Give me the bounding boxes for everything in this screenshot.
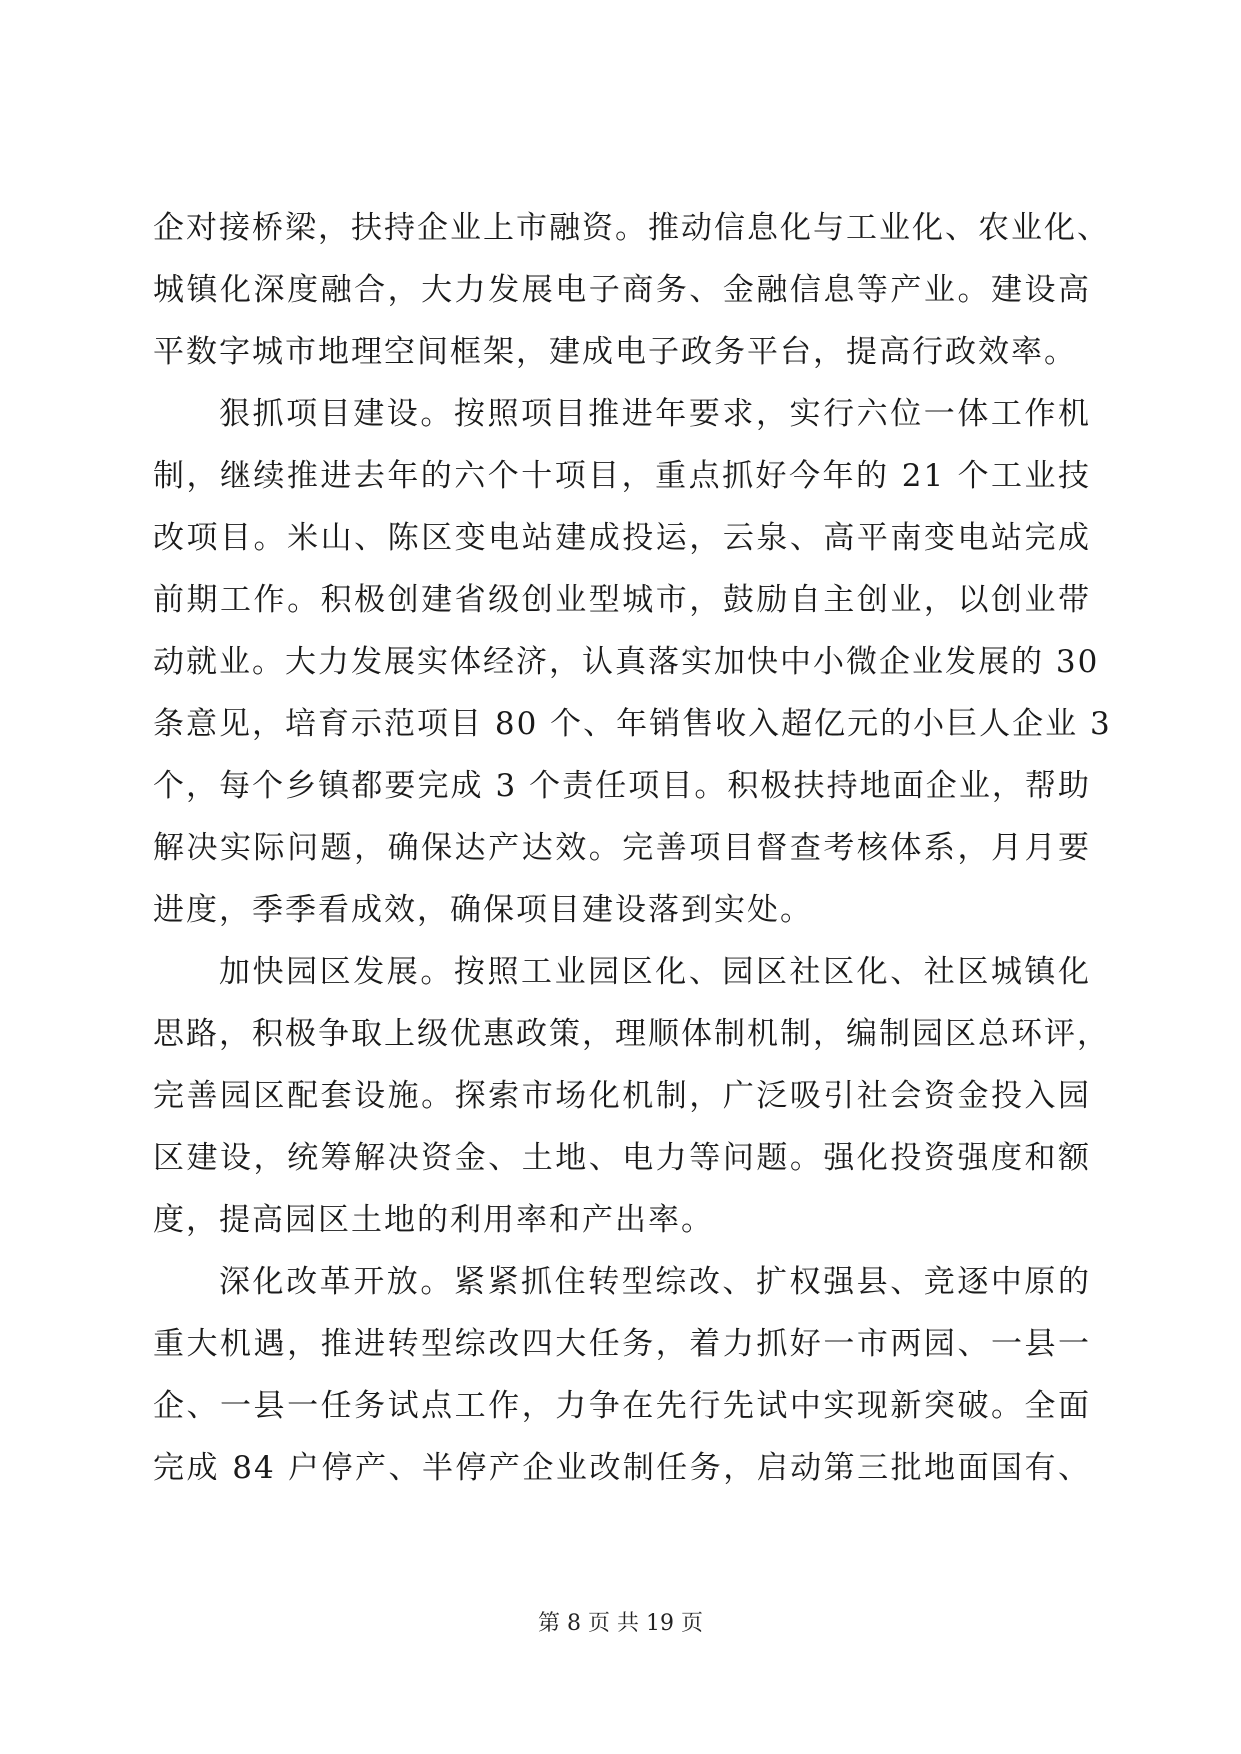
paragraph	[153, 197, 1110, 383]
text-line: 狠抓项目建设。按照项目推进年要求，实行六位一体工作机	[219, 396, 1091, 432]
paragraph	[153, 941, 1110, 1251]
paragraph	[153, 383, 1112, 941]
text-line: 改项目。米山、陈区变电站建成投运，云泉、高平南变电站完成	[153, 520, 1091, 556]
text-line: 企对接桥梁，扶持企业上市融资。推动信息化与工业化、农业化、	[153, 210, 1110, 246]
text-line: 度，提高园区土地的利用率和产出率。	[153, 1202, 714, 1238]
text-line: 解决实际问题，确保达产达效。完善项目督查考核体系，月月要	[153, 830, 1091, 866]
document-body	[153, 197, 1112, 1499]
text-line: 加快园区发展。按照工业园区化、园区社区化、社区城镇化	[219, 954, 1091, 990]
text-line: 企、一县一任务试点工作，力争在先行先试中实现新突破。全面	[153, 1388, 1091, 1424]
text-line: 平数字城市地理空间框架，建成电子政务平台，提高行政效率。	[153, 334, 1077, 370]
paragraph	[153, 1251, 1091, 1499]
text-line: 条意见，培育示范项目 80 个、年销售收入超亿元的小巨人企业 3	[153, 706, 1112, 742]
text-line: 动就业。大力发展实体经济，认真落实加快中小微企业发展的 30	[153, 644, 1100, 680]
text-line: 完善园区配套设施。探索市场化机制，广泛吸引社会资金投入园	[153, 1078, 1091, 1114]
text-line: 前期工作。积极创建省级创业型城市，鼓励自主创业，以创业带	[153, 582, 1091, 618]
text-line: 思路，积极争取上级优惠政策，理顺体制机制，编制园区总环评，	[153, 1016, 1110, 1052]
text-line: 完成 84 户停产、半停产企业改制任务，启动第三批地面国有、	[153, 1450, 1091, 1486]
text-line: 区建设，统筹解决资金、土地、电力等问题。强化投资强度和额	[153, 1140, 1091, 1176]
text-line: 深化改革开放。紧紧抓住转型综改、扩权强县、竞逐中原的	[219, 1264, 1091, 1300]
text-line: 城镇化深度融合，大力发展电子商务、金融信息等产业。建设高	[153, 272, 1091, 308]
text-line: 进度，季季看成效，确保项目建设落到实处。	[153, 892, 813, 928]
page-number-footer: 第 8 页 共 19 页	[538, 1611, 703, 1636]
text-line: 个，每个乡镇都要完成 3 个责任项目。积极扶持地面企业，帮助	[153, 768, 1091, 804]
text-line: 制，继续推进去年的六个十项目，重点抓好今年的 21 个工业技	[153, 458, 1091, 494]
text-line: 重大机遇，推进转型综改四大任务，着力抓好一市两园、一县一	[153, 1326, 1091, 1362]
